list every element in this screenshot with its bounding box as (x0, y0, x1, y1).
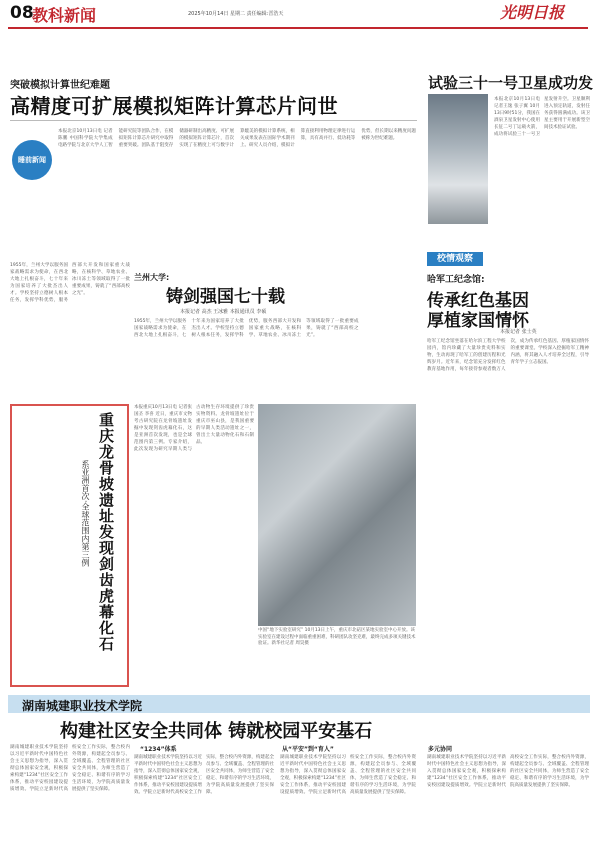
chip-kicker: 突破模拟计算世纪难题 (10, 80, 110, 91)
section-title: 教科新闻 (32, 6, 97, 25)
chip-body: 本报北京10月13日电 记者陈鹏 中国科学院大学集成电路学院与北京大学人工智能研究院等团队合作，在模拟矩阵计算芯片研究中取得重要突破。团队基于阻变存储器研制出高精度、可扩展的模拟矩阵计算芯片，首次实现了在精度上可与数字计算媲美的模拟计算系统，相关成果发表在国际学术期刊上。研究人员介绍，模拟计算直接利用物理定律进行运算，具有高并行、低功耗等优势，但长期以来精度问题被称为世纪难题。 (58, 129, 416, 148)
photo-caption: 中国“地下实验室研究” 10月13日上午，重庆市北碚区某地实验室中心开放。该实验室在建设过程中面临重重困难，科研团队攻坚克难，最终完成多项关键技术验证。新华社记者 周昊摄 (258, 628, 416, 646)
newspaper-logo: 光明日报 (500, 3, 565, 22)
news-badge: 睡前新闻 (12, 140, 52, 180)
bottom-headline: 构建社区安全共同体 铸就校园平安基石 (60, 721, 373, 742)
sidebar-kicker: 哈军工纪念馆: (427, 275, 485, 285)
bottom-col-4: 湖南城建职业技术学院坚持以习近平新时代中国特色社会主义思想为指导，深入贯彻总体国家安全观，积极探索构建“1234”社区安全工作体系，推动平安校园建设提质增效。学院立足新时代高校安全工作实际，整合校内外资源，构建起全员参与、全域覆盖、全程管理的社区安全共同体，为师生营造了安全稳定、和谐有序的学习生活环境，为学院高质量发展提供了坚实保障。 (427, 755, 589, 788)
sidebar-headline-2: 厚植家国情怀 (427, 311, 529, 331)
bottom-col-1: 湖南城建职业技术学院坚持以习近平新时代中国特色社会主义思想为指导，深入贯彻总体国家安全观，积极探索构建“1234”社区安全工作体系，推动平安校园建设提质增效。学院立足新时代高校安全工作实际，整合校内外资源，构建起全员参与、全域覆盖、全程管理的社区安全共同体，为师生营造了安全稳定、和谐有序的学习生活环境，为学院高质量发展提供了坚实保障。 (10, 745, 130, 792)
school-band-title: 湖南城建职业技术学院 (22, 699, 143, 713)
header-rule (8, 27, 588, 29)
rocket-body: 本报北京10月13日电 记者王逸 张子翼 10月13日9时51分，我国在酒泉卫星发射中心使用长征二号丁运载火箭，成功将试验三十一号卫星发射升空。卫星顺利进入预定轨道，发射任务获得圆满成功。该卫星主要用于开展新型空间技术验证试验。 (494, 97, 590, 137)
dino-title: 重庆龙骨坡遗址发现剑齿虎幕化石 (97, 412, 115, 652)
sidebar-tag: 校情观察 (427, 252, 483, 266)
lanzhou-body: 1955年，兰州大学以服务国家战略需求为使命，在西北大地上扎根奋斗，七十年来为国家培养了大批杰出人才。学校坚持立德树人根本任务，发挥学科优势，服务西部大开发和国家重大战略，在核科学、草地农业、冰川冻土等领域取得了一批重要成果，铸就了“西部高校之光”。 (134, 319, 359, 338)
rocket-headline: 试验三十一号卫星成功发 (428, 74, 594, 92)
bottom-col-2: 湖南城建职业技术学院坚持以习近平新时代中国特色社会主义思想为指导，深入贯彻总体国家安全观，积极探索构建“1234”社区安全工作体系，推动平安校园建设提质增效。学院立足新时代高校安全工作实际，整合校内外资源，构建起全员参与、全域覆盖、全程管理的社区安全共同体，为师生营造了安全稳定、和谐有序的学习生活环境，为学院高质量发展提供了坚实保障。 (134, 755, 274, 795)
sidebar-byline: 本报记者 张士英 (500, 329, 537, 335)
chip-headline: 高精度可扩展模拟矩阵计算芯片问世 (10, 94, 338, 118)
page-meta: 2025年10月14日 星期二 责任编辑:晋浩天 (188, 11, 284, 17)
bottom-stub-2: 从“平安”到“育人” (282, 746, 334, 753)
dino-subtitle: 系亚洲首次·全球范围内第三例 (81, 460, 90, 567)
lab-photo (258, 404, 416, 626)
chip-rule (10, 120, 417, 121)
lanzhou-tag: 兰州大学: (134, 273, 170, 282)
rocket-photo (428, 94, 488, 224)
dino-body: 本报重庆10月13日电 记者张国圣 李喜 近日，重庆市文物考古研究院在龙骨坡遗址发掘中发现剑齿虎幕化石，这是亚洲首次发现，也是全球范围内第三例。专家介绍，此次发现为研究早期人类与古动物生存环境提供了珍贵实物资料。龙骨坡遗址位于重庆市巫山县，是我国重要的早期人类活动遗址之一，曾出土大量动物化石和石制品。 (134, 405, 254, 452)
sidebar-body: 哈军工纪念馆坐落在哈尔滨工程大学校园内，馆内珍藏了大量珍贵史料和实物，生动再现了哈军工的创建历程和光辉岁月。近年来，纪念馆充分发挥红色教育基地作用，每年接待参观者数万人次，成为传承红色基因、厚植家国情怀的重要课堂。学校深入挖掘哈军工精神内涵，将其融入人才培养全过程，引导青年学子立志报国。 (427, 339, 589, 372)
lanzhou-headline: 铸剑强国七十载 (166, 287, 285, 307)
page-number: 08 (10, 3, 34, 23)
bottom-stub-3: 多元协同 (428, 746, 453, 753)
bottom-col-3: 湖南城建职业技术学院坚持以习近平新时代中国特色社会主义思想为指导，深入贯彻总体国家安全观，积极探索构建“1234”社区安全工作体系，推动平安校园建设提质增效。学院立足新时代高校安全工作实际，整合校内外资源，构建起全员参与、全域覆盖、全程管理的社区安全共同体，为师生营造了安全稳定、和谐有序的学习生活环境，为学院高质量发展提供了坚实保障。 (280, 755, 416, 795)
lanzhou-byline: 本报记者 高杰 王冰雅 本报通讯员 李硕 (180, 309, 267, 315)
bottom-stub-1: “1234”体系 (140, 746, 177, 753)
sidebar-headline-1: 传承红色基因 (427, 291, 529, 311)
lanzhou-intro-body: 1955年，兰州大学以服务国家战略需求为使命，在西北大地上扎根奋斗，七十年来为国家培养了大批杰出人才。学校坚持立德树人根本任务，发挥学科优势，服务西部大开发和国家重大战略，在核科学、草地农业、冰川冻土等领域取得了一批重要成果，铸就了“西部高校之光”。 (10, 263, 130, 303)
